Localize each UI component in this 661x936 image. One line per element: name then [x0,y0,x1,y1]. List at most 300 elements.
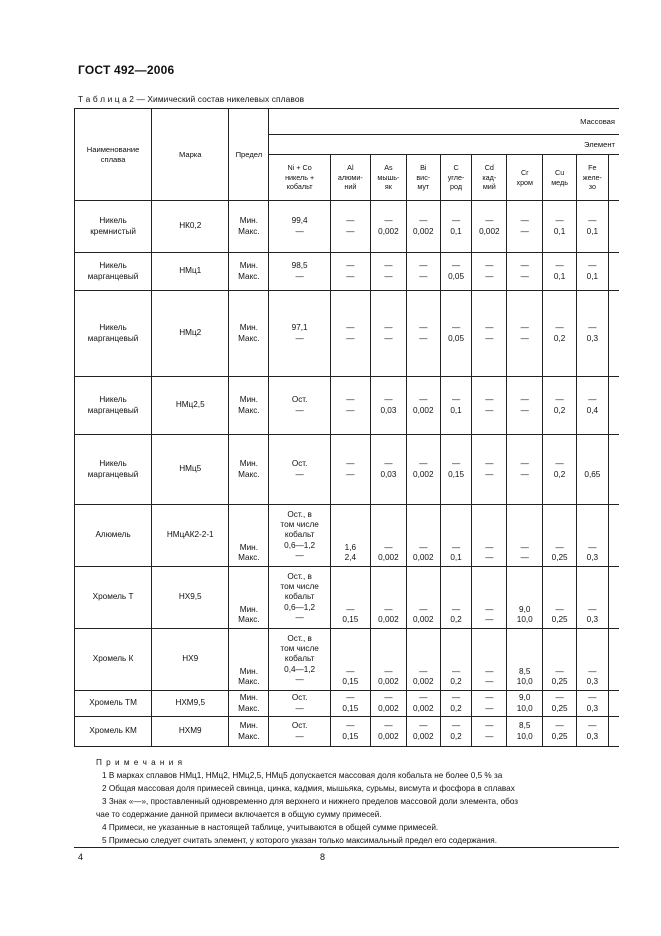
value-line: 0,002 [378,614,399,624]
value-line: 0,25 [551,552,568,562]
value-cell [472,377,507,435]
value-cell [406,377,440,435]
table-caption: Т а б л и ц а 2 — Химический состав никелевых сплавов [78,94,305,104]
header-name: Наименование сплава [75,109,152,201]
value-line: — [485,676,494,686]
element-column-header-line: медь [551,177,568,187]
value-line: 0,2 [553,333,566,343]
value-line [611,667,617,677]
value-cell [330,629,370,691]
value-cell [406,435,440,505]
value-line: — [485,323,494,333]
value-line: — [588,604,597,614]
value-line: — [451,395,461,405]
element-column-header-line: хром [516,177,533,187]
value-line: — [451,666,461,676]
value-cell [330,377,370,435]
element-column-header [370,155,406,201]
value-line: — [555,261,564,271]
value-line: — [295,550,304,560]
value-cell [406,505,440,567]
header-mark: Марка [152,109,229,201]
value-cell [269,291,330,377]
value-cell [330,691,370,717]
element-column-header [608,155,619,201]
table-row [75,291,620,377]
header-mass: Массовая [269,109,619,135]
value-cell [330,291,370,377]
value-line: — [485,604,494,614]
value-line: 0,15 [342,703,359,713]
limit-line: Мин. [239,542,258,552]
value-line: — [384,666,393,676]
value-line: 0,6—1,2 [284,602,316,612]
value-line: 0,25 [551,731,568,741]
alloy-name-line: Хромель ТМ [89,698,137,708]
value-cell [507,567,543,629]
alloy-name-line: Никель [99,216,127,226]
element-column-header-line: мышь- [377,172,400,182]
value-line: — [384,693,393,703]
limit-line: Мин. [239,323,258,333]
limit-cell [229,691,269,717]
table-row [75,435,620,505]
value-line: — [451,459,461,469]
limit-line: Макс. [238,676,260,686]
alloy-name-cell [75,253,152,291]
limit-cell [229,435,269,505]
value-line: — [520,216,529,226]
value-cell [507,253,543,291]
value-cell [269,691,330,717]
value-line [611,323,617,333]
value-line: — [451,693,461,703]
value-line: — [346,604,355,614]
value-line: 0,1 [450,405,462,415]
value-cell [472,717,507,747]
limit-line: Мин. [239,459,258,469]
value-line: — [384,323,393,333]
value-line: — [419,693,428,703]
value-line: — [485,721,494,731]
note-item: 1 В марках сплавов НМц1, НМц2, НМц2,5, НМц5 допускается массовая доля кобальта не более 0,5 % за [102,771,503,780]
value-line: — [419,216,428,226]
value-cell [543,629,577,691]
value-line: 10,0 [516,614,533,624]
value-line: — [520,226,529,236]
value-line: 0,15 [342,614,359,624]
value-line: — [485,333,494,343]
value-cell [472,691,507,717]
limit-cell [229,717,269,747]
value-line: 0,002 [413,614,434,624]
value-cell [330,567,370,629]
element-column-header-line: Ni + Co [287,162,312,172]
value-cell [406,567,440,629]
value-cell [472,505,507,567]
value-line: — [520,542,529,552]
value-line: 98,5 [291,261,308,271]
value-line: 0,002 [378,676,399,686]
value-line: — [588,542,597,552]
value-cell [608,201,619,253]
value-line: 0,3 [586,703,599,713]
value-line: — [485,469,494,479]
value-cell [370,629,406,691]
element-column-header-line: угле- [447,172,465,182]
value-cell [269,201,330,253]
value-line: — [588,216,597,226]
value-line [611,543,617,553]
element-column-header-line: желе- [582,172,602,182]
table-row [75,253,620,291]
value-line: — [346,261,355,271]
value-line: — [346,226,355,236]
alloy-name-line: Хромель К [92,654,134,664]
value-line: — [485,552,494,562]
value-line: — [419,542,428,552]
value-cell [507,629,543,691]
value-line: кобальт [284,592,315,602]
element-column-header-line: кад- [482,172,497,182]
value-line: 9,0 [519,693,531,703]
value-line: 0,2 [553,469,566,479]
table-row [75,691,620,717]
element-column-header-line: род [450,182,463,192]
value-cell [608,377,619,435]
alloy-name-line: кремнистый [90,226,136,236]
alloy-name-line: марганцевый [87,405,139,415]
value-cell [440,691,472,717]
value-line: — [384,395,393,405]
value-cell [577,435,609,505]
value-cell [577,717,609,747]
value-line: — [555,721,564,731]
element-column-header-line: Cd [484,162,494,172]
value-line: — [555,604,564,614]
value-cell [472,201,507,253]
value-line: — [485,703,494,713]
value-line: — [485,666,494,676]
value-line: — [384,216,393,226]
value-cell [543,505,577,567]
value-line: 0,002 [378,731,399,741]
table-row [75,377,620,435]
value-line: 0,15 [342,676,359,686]
value-line: — [419,323,428,333]
value-cell [577,291,609,377]
value-line: — [346,395,355,405]
element-column-header-line: Cr [520,167,529,177]
value-cell [269,567,330,629]
value-cell [577,691,609,717]
value-line [611,459,617,469]
value-line: кобальт [284,654,315,664]
alloy-mark-cell: НХ9,5 [152,567,229,629]
value-cell [269,253,330,291]
value-line [611,227,617,237]
value-line: 0,1 [450,552,462,562]
value-cell [269,377,330,435]
value-line: — [346,721,355,731]
value-line: — [485,271,494,281]
value-line: 0,1 [586,226,599,236]
alloy-mark-cell: НМц2,5 [152,377,229,435]
value-line: том числе [280,644,319,654]
element-column-header [507,155,543,201]
value-line [611,553,617,563]
value-line: — [555,395,564,405]
value-line: 0,6—1,2 [284,540,316,550]
value-line: 0,25 [551,676,568,686]
value-line: 0,002 [413,469,434,479]
alloy-mark-cell: НМцАК2-2-1 [152,505,229,567]
value-line: 0,25 [551,703,568,713]
value-line: — [485,261,494,271]
alloy-name-line: Хромель Т [92,592,134,602]
standard-title: ГОСТ 492—2006 [78,63,175,77]
value-line: 0,3 [586,552,599,562]
limit-cell [229,505,269,567]
limit-line: Мин. [239,395,258,405]
value-line: — [520,405,529,415]
element-column-header-line: ний [344,182,357,192]
value-line: — [384,261,393,271]
value-line: — [520,333,529,343]
value-cell [472,253,507,291]
limit-line: Мин. [239,604,258,614]
value-line: — [346,666,355,676]
value-line [611,615,617,625]
value-line: 0,4 [586,405,599,415]
value-line: 0,2 [450,614,462,624]
alloy-name-line: Хромель КМ [89,726,137,736]
value-cell [608,629,619,691]
value-line: — [419,604,428,614]
value-line: — [520,459,529,469]
value-cell [577,201,609,253]
value-line: — [384,604,393,614]
value-cell [543,691,577,717]
value-line: — [451,721,461,731]
element-column-header-line: Cu [555,167,565,177]
alloy-name-cell [75,291,152,377]
value-line: — [451,261,461,271]
limit-line: Макс. [238,333,260,343]
value-line: 97,1 [291,323,308,333]
value-cell [440,629,472,691]
value-cell [370,201,406,253]
value-cell [577,253,609,291]
element-column-header-line: зо [588,182,596,192]
value-line: — [295,333,304,343]
table-row [75,629,620,691]
value-line: — [485,459,494,469]
value-line: 2,4 [344,552,357,562]
value-line [611,677,617,687]
element-column-header [472,155,507,201]
table-row [75,201,620,253]
alloy-name-line: Никель [99,459,127,469]
value-line: — [555,323,564,333]
value-line [579,459,606,469]
value-cell [330,253,370,291]
value-line: — [384,333,393,343]
value-line: — [520,395,529,405]
value-line: — [588,721,597,731]
value-cell [269,717,330,747]
header-element: Элемент [269,135,619,155]
limit-line: Мин. [239,216,258,226]
value-line: — [384,542,393,552]
value-line: 10,0 [516,676,533,686]
alloy-mark-cell: НМц1 [152,253,229,291]
value-line: — [346,216,355,226]
value-line [611,704,617,714]
value-cell [330,717,370,747]
value-cell [370,253,406,291]
alloy-name-line: марганцевый [87,469,139,479]
value-line [611,334,617,344]
value-line: — [295,469,304,479]
value-cell [577,377,609,435]
limit-line: Макс. [238,552,260,562]
value-line: 0,15 [448,469,464,479]
value-line: 0,4—1,2 [284,664,316,674]
value-line: — [520,323,529,333]
value-cell [440,435,472,505]
alloy-mark-cell: НХМ9,5 [152,691,229,717]
alloy-mark-cell: НХ9 [152,629,229,691]
value-cell [472,291,507,377]
value-line: 0,002 [413,226,434,236]
value-cell [608,691,619,717]
value-line: — [485,693,494,703]
page-number-left: 4 [78,852,84,862]
value-cell [406,291,440,377]
note-item: 4 Примеси, не указанные в настоящей таблице, учитываются в общей сумме примесей. [102,823,439,832]
value-line: 99,4 [291,216,308,226]
value-line [611,721,617,731]
value-cell [370,691,406,717]
value-cell [370,567,406,629]
alloy-name-cell [75,201,152,253]
notes-header: П р и м е ч а н и я [96,758,184,767]
table-row [75,505,620,567]
value-cell [543,377,577,435]
value-line: 0,05 [448,271,464,281]
value-line: том числе [280,520,319,530]
alloy-name-cell [75,435,152,505]
alloy-name-cell [75,691,152,717]
value-line: 9,0 [519,604,531,614]
value-line: 0,002 [413,703,434,713]
element-column-header-line: вис- [416,172,431,182]
value-line: — [419,333,428,343]
element-column-header-line: As [384,162,393,172]
value-cell [330,505,370,567]
value-cell [507,435,543,505]
value-cell [507,291,543,377]
value-line: 0,3 [586,333,599,343]
value-line: 0,2 [450,676,462,686]
value-line: — [485,216,494,226]
value-cell [269,505,330,567]
value-line: — [346,405,355,415]
value-cell [507,717,543,747]
value-line: — [419,459,428,469]
value-line: 0,3 [586,676,599,686]
limit-line: Мин. [239,721,258,731]
element-column-header [440,155,472,201]
value-cell [608,717,619,747]
element-column-header-line: никель + [285,172,315,182]
value-line: — [419,666,428,676]
value-cell [507,691,543,717]
limit-line: Макс. [238,271,260,281]
value-cell [370,505,406,567]
element-column-header-line: кобальт [286,182,313,192]
value-line: 1,6 [344,542,357,552]
value-line: — [451,542,461,552]
limit-cell [229,567,269,629]
value-line: 8,5 [519,721,531,731]
value-line: 0,65 [584,469,601,479]
table-row [75,567,620,629]
value-line: — [451,604,461,614]
value-cell [440,253,472,291]
value-cell [577,629,609,691]
alloy-name-line: Алюмель [95,530,131,540]
value-line: — [555,216,564,226]
value-cell [472,629,507,691]
value-line: — [419,395,428,405]
value-line: — [384,721,393,731]
alloy-mark-cell: НМц2 [152,291,229,377]
value-cell [507,377,543,435]
value-line: 0,002 [413,676,434,686]
value-line: 0,002 [378,703,399,713]
value-line [611,470,617,480]
value-line: — [555,542,564,552]
value-cell [608,435,619,505]
value-line: Ост. [291,459,308,469]
value-line: — [346,469,355,479]
value-cell [543,435,577,505]
value-line: — [346,323,355,333]
element-column-header-line: Bi [420,162,427,172]
value-cell [440,377,472,435]
alloy-name-cell [75,567,152,629]
value-line [611,605,617,615]
value-line: 0,2 [450,731,462,741]
value-line: 0,1 [586,271,599,281]
value-line: 0,1 [553,271,566,281]
limit-cell [229,629,269,691]
value-line: 10,0 [516,731,533,741]
value-line [611,395,617,405]
alloy-name-cell [75,505,152,567]
value-line: — [295,405,304,415]
note-item: чае то содержание данной примеси включается в общую сумму примесей. [96,810,382,819]
limit-line: Макс. [238,226,260,236]
value-cell [370,291,406,377]
alloy-name-line: Никель [99,261,127,271]
value-cell [507,201,543,253]
element-column-header-line: C [453,162,459,172]
value-line: 0,03 [380,405,397,415]
value-line: — [520,261,529,271]
